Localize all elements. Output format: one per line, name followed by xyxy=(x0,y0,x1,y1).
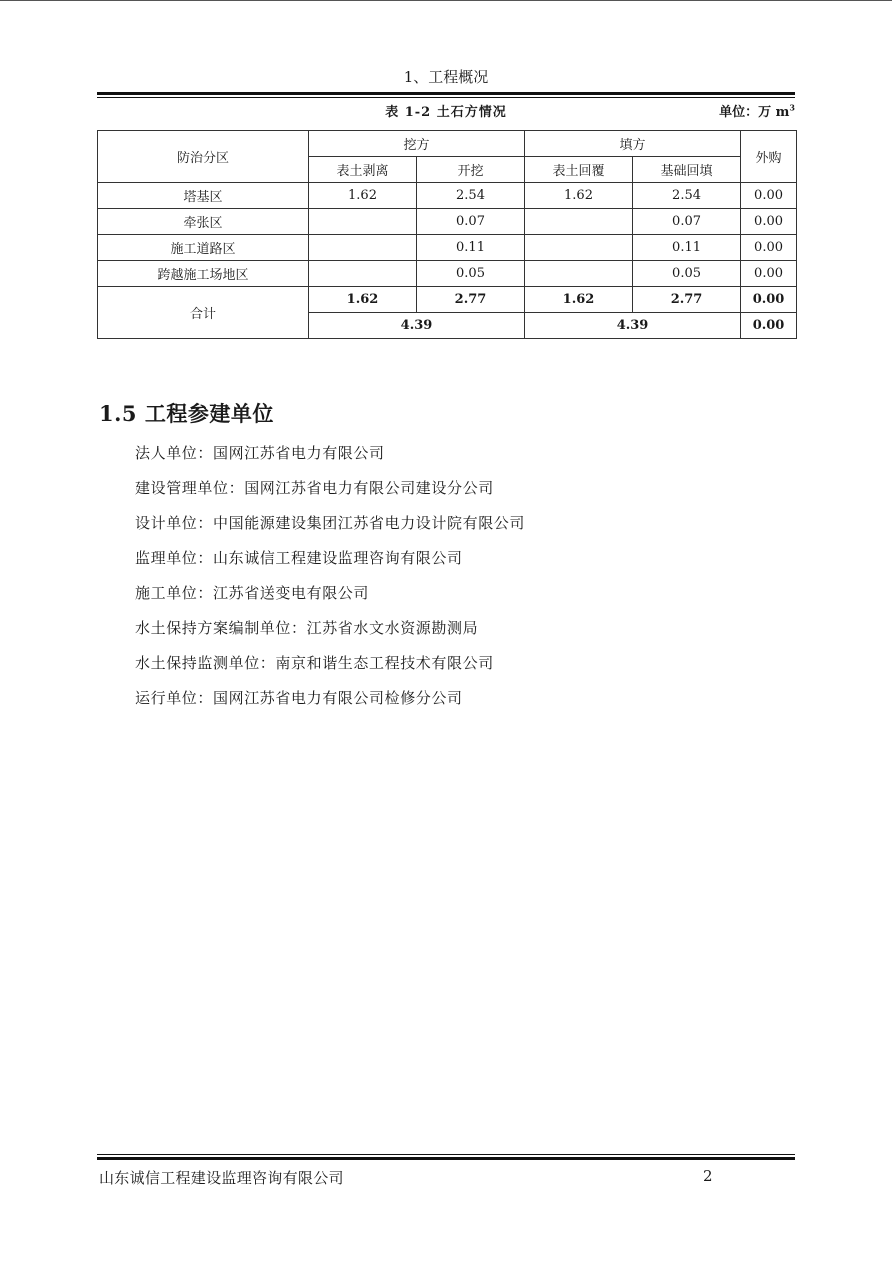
cell-total-excavate: 2.77 xyxy=(417,287,525,313)
cell-zone: 跨越施工场地区 xyxy=(98,261,309,287)
header-rule-thick xyxy=(97,92,795,95)
page-number: 2 xyxy=(703,1167,713,1185)
list-item: 水土保持监测单位：南京和谐生态工程技术有限公司 xyxy=(135,654,494,672)
cell-zone: 塔基区 xyxy=(98,183,309,209)
col-header-purchase: 外购 xyxy=(741,131,797,183)
list-item: 监理单位：山东诚信工程建设监理咨询有限公司 xyxy=(135,549,463,567)
cell-topsoil-back xyxy=(525,209,633,235)
col-header-backfill: 基础回填 xyxy=(633,157,741,183)
cell-strip xyxy=(309,209,417,235)
cell-excavate: 2.54 xyxy=(417,183,525,209)
col-header-strip: 表土剥离 xyxy=(309,157,417,183)
footer-rule-thick xyxy=(97,1157,795,1160)
table-caption-row xyxy=(97,101,795,119)
list-item: 施工单位：江苏省送变电有限公司 xyxy=(135,584,370,602)
col-header-cut: 挖方 xyxy=(309,131,525,157)
header-rule-thin xyxy=(97,97,795,98)
cell-purchase: 0.00 xyxy=(741,183,797,209)
cell-purchase-sum: 0.00 xyxy=(741,313,797,339)
cell-strip: 1.62 xyxy=(309,183,417,209)
cell-backfill: 0.07 xyxy=(633,209,741,235)
list-item: 法人单位：国网江苏省电力有限公司 xyxy=(135,444,385,462)
list-item: 设计单位：中国能源建设集团江苏省电力设计院有限公司 xyxy=(135,514,526,532)
cell-fill-sum: 4.39 xyxy=(525,313,741,339)
cell-total-topsoil-back: 1.62 xyxy=(525,287,633,313)
cell-purchase: 0.00 xyxy=(741,261,797,287)
cell-total-purchase: 0.00 xyxy=(741,287,797,313)
cell-topsoil-back xyxy=(525,261,633,287)
running-header: 1、工程概况 xyxy=(403,68,489,86)
cell-zone: 牵张区 xyxy=(98,209,309,235)
col-header-topsoil-back: 表土回覆 xyxy=(525,157,633,183)
footer-company: 山东诚信工程建设监理咨询有限公司 xyxy=(99,1169,344,1187)
list-item: 水土保持方案编制单位：江苏省水文水资源勘测局 xyxy=(135,619,479,637)
cell-topsoil-back xyxy=(525,235,633,261)
cell-total-label: 合计 xyxy=(98,287,309,339)
participant-list xyxy=(135,441,525,721)
section-heading: 1.5 工程参建单位 xyxy=(99,401,274,426)
list-item: 运行单位：国网江苏省电力有限公司检修分公司 xyxy=(135,689,463,707)
col-header-zone: 防治分区 xyxy=(98,131,309,183)
cell-strip xyxy=(309,261,417,287)
cell-strip xyxy=(309,235,417,261)
table-unit-text: 单位：万 m xyxy=(719,105,790,120)
cell-purchase: 0.00 xyxy=(741,209,797,235)
table-caption: 表 1-2 土石方情况 xyxy=(385,105,507,120)
cell-excavate: 0.07 xyxy=(417,209,525,235)
table-unit-exponent: 3 xyxy=(789,102,795,113)
table-row xyxy=(98,209,797,235)
cell-total-strip: 1.62 xyxy=(309,287,417,313)
cell-excavate: 0.05 xyxy=(417,261,525,287)
table-header-row xyxy=(98,131,797,157)
table-row xyxy=(98,235,797,261)
col-header-fill: 填方 xyxy=(525,131,741,157)
cell-total-backfill: 2.77 xyxy=(633,287,741,313)
cell-excavate: 0.11 xyxy=(417,235,525,261)
table-row xyxy=(98,261,797,287)
cell-zone: 施工道路区 xyxy=(98,235,309,261)
table-row xyxy=(98,183,797,209)
footer-rule-thin xyxy=(97,1154,795,1155)
cell-backfill: 0.11 xyxy=(633,235,741,261)
cell-purchase: 0.00 xyxy=(741,235,797,261)
cell-backfill: 2.54 xyxy=(633,183,741,209)
col-header-excavate: 开挖 xyxy=(417,157,525,183)
table-total-row xyxy=(98,287,797,313)
cell-backfill: 0.05 xyxy=(633,261,741,287)
table-unit xyxy=(719,101,795,120)
cell-topsoil-back: 1.62 xyxy=(525,183,633,209)
page-top-border xyxy=(0,0,892,1)
earthwork-table xyxy=(97,130,797,339)
list-item: 建设管理单位：国网江苏省电力有限公司建设分公司 xyxy=(135,479,494,497)
cell-cut-sum: 4.39 xyxy=(309,313,525,339)
